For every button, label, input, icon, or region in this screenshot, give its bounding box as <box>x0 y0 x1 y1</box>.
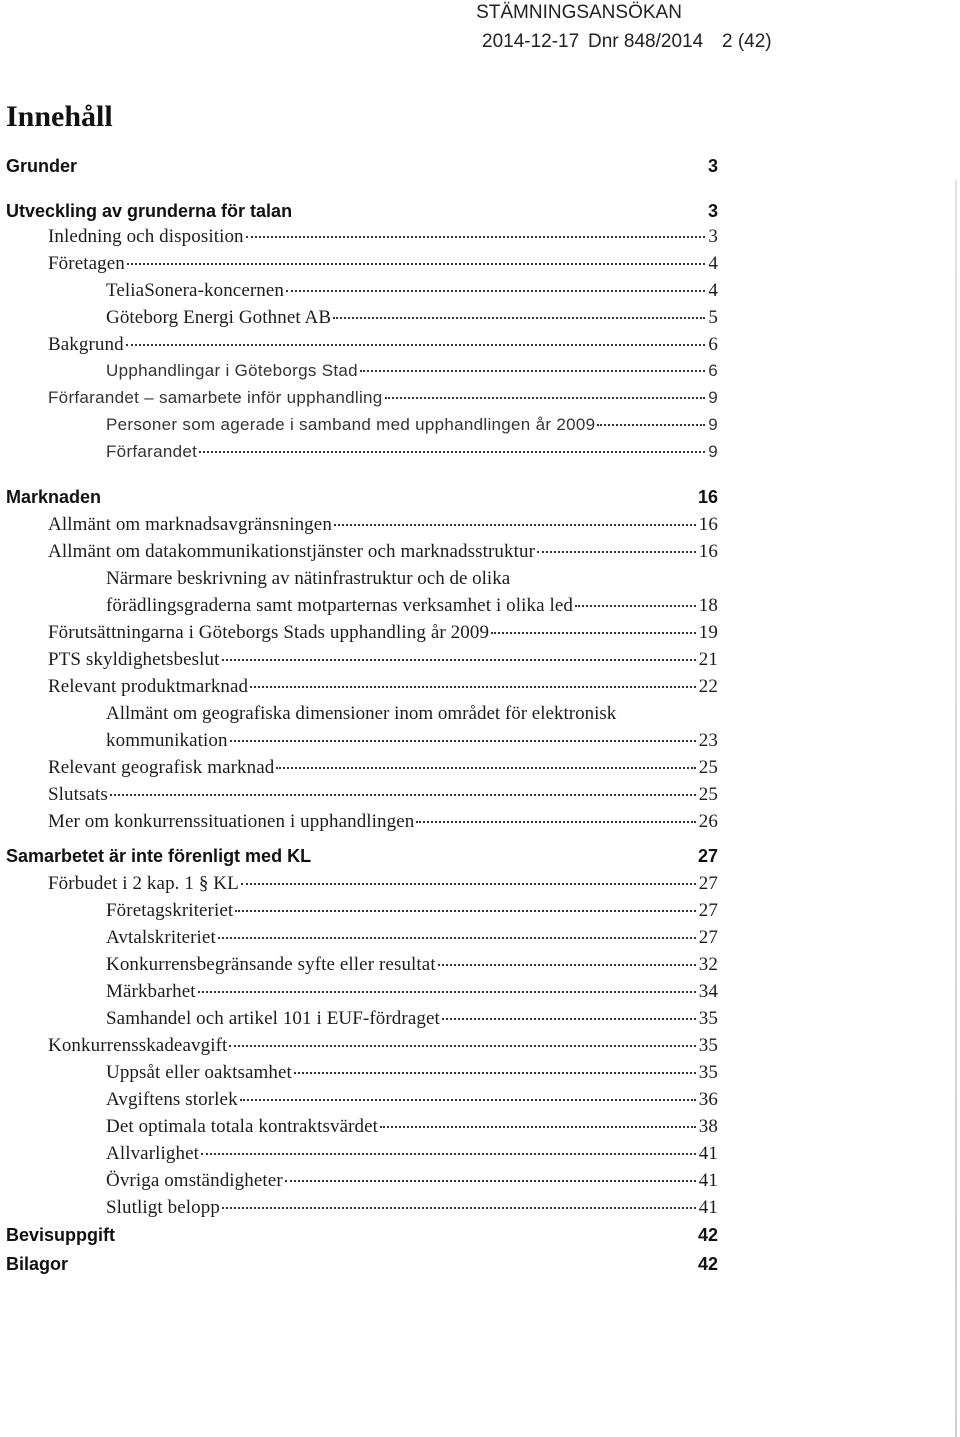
toc-section-title: Samarbetet är inte förenligt med KL <box>6 846 312 866</box>
toc-entry-title: Allvarlighet <box>106 1143 200 1164</box>
toc-entry-title: förädlingsgraderna samt motparternas verksamhet i olika led <box>106 595 574 616</box>
toc-entry-page: 32 <box>698 954 718 975</box>
toc-entry[interactable] <box>48 649 718 676</box>
toc-entry-page: 34 <box>698 981 718 1002</box>
toc-section-samarbetet[interactable] <box>6 846 718 873</box>
toc-section-title: Utveckling av grunderna för talan <box>6 201 293 221</box>
toc-section-utveckling[interactable] <box>6 201 718 228</box>
toc-section-marknaden[interactable] <box>6 487 718 514</box>
leader-dots <box>385 397 706 399</box>
toc-entry-title: PTS skyldighetsbeslut <box>48 649 220 670</box>
toc-entry-title: Konkurrensskadeavgift <box>48 1035 228 1056</box>
toc-entry-title: Mer om konkurrenssituationen i upphandlingen <box>48 811 415 832</box>
toc-entry-title: Relevant produktmarknad <box>48 676 249 697</box>
leader-dots <box>333 317 705 319</box>
toc-title: Innehåll <box>6 100 113 133</box>
toc-entry-title: Förfarandet – samarbete inför upphandling <box>48 388 383 407</box>
leader-dots <box>230 740 696 742</box>
toc-entry-title: Uppsåt eller oaktsamhet <box>106 1062 292 1083</box>
leader-dots <box>201 1153 696 1155</box>
toc-section-bevisuppgift[interactable] <box>6 1225 718 1252</box>
leader-dots <box>286 290 705 292</box>
toc-entry-title: Förfarandet <box>106 442 198 461</box>
toc-entry-title: Allmänt om marknadsavgränsningen <box>48 514 332 535</box>
toc-entry-page: 19 <box>698 622 718 643</box>
toc-entry-page: 9 <box>708 415 718 434</box>
toc-entry[interactable] <box>106 1116 718 1143</box>
toc-entry-title: Förbudet i 2 kap. 1 § KL <box>48 873 239 894</box>
leader-dots <box>334 524 696 526</box>
toc-entry-title: Göteborg Energi Gothnet AB <box>106 307 332 328</box>
toc-section-title: Grunder <box>6 156 78 176</box>
toc-entry-title: Samhandel och artikel 101 i EUF-fördraget <box>106 1008 440 1029</box>
toc-entry-title: Konkurrensbegränsande syfte eller resultat <box>106 954 436 975</box>
toc-entry-page: 38 <box>698 1116 718 1137</box>
toc-entry-title: Inledning och disposition <box>48 226 244 247</box>
toc-entry[interactable] <box>106 595 718 622</box>
toc-entry[interactable] <box>106 442 718 469</box>
toc-entry-title: Företagskriteriet <box>106 900 234 921</box>
toc-entry[interactable] <box>106 954 718 981</box>
leader-dots <box>218 937 696 939</box>
toc-section-page: 42 <box>697 1254 718 1274</box>
leader-dots <box>276 767 695 769</box>
toc-entry-title: Avgiftens storlek <box>106 1089 238 1110</box>
toc-entry[interactable] <box>48 676 718 703</box>
toc-entry-first-line[interactable]: Allmänt om geografiska dimensioner inom området för elektronisk <box>106 703 617 724</box>
toc-entry-title: Slutsats <box>48 784 108 805</box>
toc-entry[interactable] <box>106 1197 718 1224</box>
toc-entry-page: 27 <box>698 873 718 894</box>
leader-dots <box>360 370 705 372</box>
leader-dots <box>199 451 705 453</box>
leader-dots <box>126 344 706 346</box>
toc-entry[interactable] <box>48 1035 718 1062</box>
toc-entry[interactable] <box>48 388 718 415</box>
toc-entry[interactable] <box>106 981 718 1008</box>
toc-entry-title: kommunikation <box>106 730 228 751</box>
toc-entry[interactable] <box>48 334 718 361</box>
toc-entry-page: 25 <box>698 784 718 805</box>
toc-entry-page: 23 <box>698 730 718 751</box>
leader-dots <box>222 659 696 661</box>
toc-entry[interactable] <box>106 361 718 388</box>
toc-section-page: 27 <box>697 846 718 866</box>
toc-entry-title: Slutligt belopp <box>106 1197 220 1218</box>
leader-dots <box>416 821 695 823</box>
toc-entry[interactable] <box>106 1170 718 1197</box>
page-number: 2 (42) <box>722 31 772 52</box>
leader-dots <box>285 1180 696 1182</box>
toc-entry-title: Övriga omständigheter <box>106 1170 283 1191</box>
toc-section-bilagor[interactable] <box>6 1254 718 1281</box>
toc-entry-page: 6 <box>708 334 718 355</box>
leader-dots <box>438 964 696 966</box>
toc-entry-page: 41 <box>698 1143 718 1164</box>
toc-entry-page: 16 <box>698 514 718 535</box>
leader-dots <box>250 686 696 688</box>
toc-entry-title: Märkbarhet <box>106 981 196 1002</box>
toc-entry[interactable] <box>106 1062 718 1089</box>
toc-section-title: Marknaden <box>6 487 102 507</box>
document-dnr: Dnr 848/2014 <box>588 31 704 52</box>
document-type: STÄMNINGSANSÖKAN <box>476 2 682 23</box>
toc-section-title: Bilagor <box>6 1254 69 1274</box>
toc-entry-page: 27 <box>698 900 718 921</box>
toc-entry-title: Företagen <box>48 253 125 274</box>
toc-section-page: 3 <box>707 156 718 176</box>
toc-entry-page: 41 <box>698 1197 718 1218</box>
toc-entry-page: 9 <box>708 388 718 407</box>
leader-dots <box>222 1207 696 1209</box>
toc-entry-page: 4 <box>708 280 718 301</box>
toc-entry[interactable] <box>106 730 718 757</box>
leader-dots <box>491 632 696 634</box>
toc-entry-title: Personer som agerade i samband med upphandlingen år 2009 <box>106 415 596 434</box>
toc-entry-page: 18 <box>698 595 718 616</box>
toc-entry-page: 35 <box>698 1062 718 1083</box>
toc-entry-first-line[interactable]: Närmare beskrivning av nätinfrastruktur och de olika <box>106 568 511 589</box>
toc-entry-title: Allmänt om datakommunikationstjänster och marknadsstruktur <box>48 541 536 562</box>
leader-dots <box>241 883 696 885</box>
toc-entry[interactable] <box>48 226 718 253</box>
toc-entry-page: 22 <box>698 676 718 697</box>
toc-entry[interactable] <box>48 622 718 649</box>
toc-entry[interactable] <box>48 541 718 568</box>
toc-entry[interactable] <box>106 415 718 442</box>
leader-dots <box>380 1126 696 1128</box>
toc-entry-page: 35 <box>698 1035 718 1056</box>
leader-dots <box>127 263 706 265</box>
toc-entry[interactable] <box>48 811 718 838</box>
toc-entry-page: 41 <box>698 1170 718 1191</box>
leader-dots <box>442 1018 696 1020</box>
leader-dots <box>110 794 696 796</box>
leader-dots <box>246 236 706 238</box>
toc-entry-page: 3 <box>708 226 718 247</box>
toc-entry-title: Upphandlingar i Göteborgs Stad <box>106 361 358 380</box>
toc-entry-page: 35 <box>698 1008 718 1029</box>
scan-edge <box>955 180 957 1437</box>
toc-section-page: 3 <box>707 201 718 221</box>
toc-entry-title: TeliaSonera-koncernen <box>106 280 285 301</box>
toc-entry-title: Relevant geografisk marknad <box>48 757 275 778</box>
toc-section-page: 16 <box>697 487 718 507</box>
toc-entry-page: 25 <box>698 757 718 778</box>
leader-dots <box>198 991 696 993</box>
leader-dots <box>575 605 696 607</box>
toc-entry[interactable] <box>106 900 718 927</box>
toc-entry[interactable] <box>106 927 718 954</box>
toc-entry[interactable] <box>106 280 718 307</box>
toc-entry-page: 4 <box>708 253 718 274</box>
leader-dots <box>537 551 696 553</box>
toc-section-title: Bevisuppgift <box>6 1225 116 1245</box>
toc-entry-page: 9 <box>708 442 718 461</box>
leader-dots <box>597 424 705 426</box>
leader-dots <box>235 910 696 912</box>
leader-dots <box>294 1072 696 1074</box>
toc-entry[interactable] <box>106 1008 718 1035</box>
toc-entry-title: Det optimala totala kontraktsvärdet <box>106 1116 379 1137</box>
toc-entry-title: Bakgrund <box>48 334 124 355</box>
toc-entry[interactable] <box>106 1089 718 1116</box>
toc-entry[interactable] <box>48 253 718 280</box>
toc-entry-title: Avtalskriteriet <box>106 927 216 948</box>
toc-entry-page: 21 <box>698 649 718 670</box>
toc-entry[interactable] <box>48 757 718 784</box>
toc-entry-page: 5 <box>708 307 718 328</box>
toc-entry[interactable] <box>48 514 718 541</box>
toc-entry-page: 36 <box>698 1089 718 1110</box>
document-date: 2014-12-17 <box>482 31 580 52</box>
toc-section-grunder[interactable] <box>6 156 718 183</box>
leader-dots <box>229 1045 695 1047</box>
leader-dots <box>240 1099 696 1101</box>
toc-entry[interactable] <box>48 784 718 811</box>
toc-entry-page: 16 <box>698 541 718 562</box>
toc-section-page: 42 <box>697 1225 718 1245</box>
toc-entry[interactable] <box>48 873 718 900</box>
toc-entry[interactable] <box>106 307 718 334</box>
toc-entry-title: Förutsättningarna i Göteborgs Stads upphandling år 2009 <box>48 622 490 643</box>
toc-entry[interactable] <box>106 1143 718 1170</box>
toc-entry-page: 27 <box>698 927 718 948</box>
toc-entry-page: 6 <box>708 361 718 380</box>
toc-entry-page: 26 <box>698 811 718 832</box>
